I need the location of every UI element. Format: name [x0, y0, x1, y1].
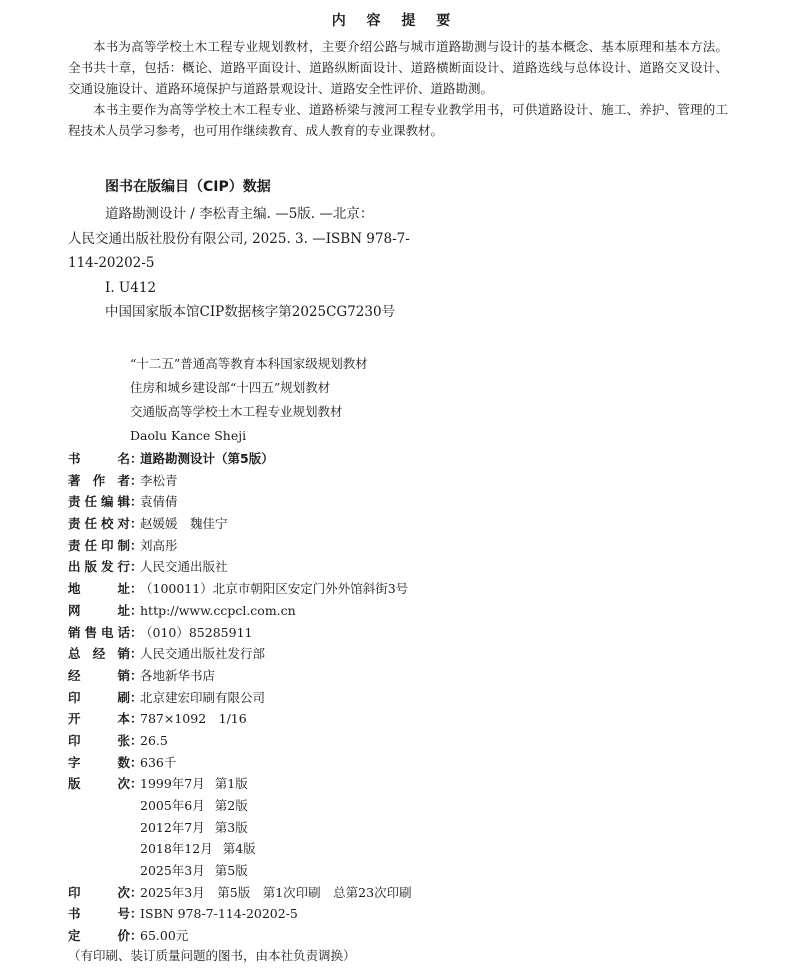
edition-entry: 2012年7月 第3版 [140, 819, 248, 835]
cip-line-3: 114-20202-5 [68, 255, 155, 271]
edition-entry: 2018年12月 第4版 [140, 841, 256, 857]
info-label: 地址 [68, 581, 130, 597]
series-pinyin-title: Daolu Kance Sheji [130, 428, 247, 443]
info-value: ISBN 978-7-114-20202-5 [140, 906, 298, 922]
info-row-website: 网址 ： http://www.ccpcl.com.cn [68, 600, 748, 622]
info-row-retailer: 经销 ： 各地新华书店 [68, 665, 748, 687]
info-row-printing: 印次 ： 2025年3月 第5版 第1次印刷 总第23次印刷 [68, 882, 748, 904]
info-value: （100011）北京市朝阳区安定门外外馆斜街3号 [140, 581, 409, 597]
info-row-distributor: 总经销 ： 人民交通出版社发行部 [68, 643, 748, 665]
info-value: 赵媛媛 魏佳宁 [140, 516, 228, 532]
cip-data [68, 202, 488, 325]
info-value: 26.5 [140, 732, 168, 748]
info-row-printer: 印刷 ： 北京建宏印刷有限公司 [68, 687, 748, 709]
info-label: 出版发行 [68, 559, 130, 575]
info-row-proofreader: 责任校对 ： 赵媛媛 魏佳宁 [68, 513, 748, 535]
info-label: 销售电话 [68, 624, 130, 640]
summary-paragraph-1: 本书为高等学校土木工程专业规划教材，主要介绍公路与城市道路勘测与设计的基本概念、基本原理和基本方法。全书共十章，包括：概论、道路平面设计、道路纵断面设计、道路横断面设计、道路选线与总体设计、道路交叉设计、交通设施设计、道路环境保护与道路景观设计、道路安全性评价、道路勘测。 [68, 39, 728, 96]
edition-entry: 1999年7月 第1版 [140, 776, 248, 792]
cip-line-5: 中国国家版本馆CIP数据核字第2025CG7230号 [105, 304, 396, 320]
info-label: 定价 [68, 928, 130, 944]
website-link[interactable]: http://www.ccpcl.com.cn [140, 602, 296, 618]
info-value: 636千 [140, 754, 177, 770]
info-label: 责任印制 [68, 537, 130, 553]
info-label: 经销 [68, 667, 130, 683]
info-value: 787×1092 1/16 [140, 711, 247, 727]
info-value: 人民交通出版社发行部 [140, 646, 266, 662]
quality-note: （有印刷、装订质量问题的图书，由本社负责调换） [68, 948, 356, 963]
info-value: 道路勘测设计（第5版） [140, 451, 274, 466]
info-label: 印刷 [68, 689, 130, 705]
info-value: 刘高彤 [140, 537, 178, 553]
info-value: 袁倩倩 [140, 494, 178, 510]
info-row-editions: 版次 ： 1999年7月 第1版 [68, 773, 748, 795]
publication-info [68, 448, 748, 947]
info-value: 北京建宏印刷有限公司 [140, 689, 266, 705]
summary-body [68, 36, 728, 141]
info-label: 网址 [68, 602, 130, 618]
series-item: 住房和城乡建设部“十四五”规划教材 [130, 380, 331, 395]
info-row-title: 书名 ： 道路勘测设计（第5版） [68, 448, 748, 470]
info-value: 65.00元 [140, 928, 189, 944]
series-item: “十二五”普通高等教育本科国家级规划教材 [130, 356, 368, 371]
info-label: 印次 [68, 884, 130, 900]
info-label: 总经销 [68, 646, 130, 662]
info-row-editor: 责任编辑 ： 袁倩倩 [68, 491, 748, 513]
info-label: 字数 [68, 754, 130, 770]
info-label: 版次 [68, 776, 130, 792]
summary-paragraph-2: 本书主要作为高等学校土木工程专业、道路桥梁与渡河工程专业教学用书，可供道路设计、施工、养护、管理的工程技术人员学习参考，也可用作继续教育、成人教育的专业课教材。 [68, 102, 728, 138]
series-list [130, 352, 368, 448]
info-label: 印张 [68, 732, 130, 748]
info-label: 责任编辑 [68, 494, 130, 510]
series-item: 交通版高等学校土木工程专业规划教材 [130, 404, 343, 419]
info-value: 李松青 [140, 472, 178, 488]
cip-line-2: 人民交通出版社股份有限公司, 2025. 3. —ISBN 978-7- [68, 230, 410, 247]
info-label: 书名 [68, 451, 130, 466]
info-row-word-count: 字数 ： 636千 [68, 752, 748, 774]
info-row-sales-phone: 销售电话 ： （010）85285911 [68, 622, 748, 644]
summary-title: 内 容 提 要 [331, 13, 459, 29]
info-value: 2025年3月 第5版 第1次印刷 总第23次印刷 [140, 884, 412, 900]
info-label: 责任校对 [68, 516, 130, 532]
info-value: 人民交通出版社 [140, 559, 228, 575]
info-row-address: 地址 ： （100011）北京市朝阳区安定门外外馆斜街3号 [68, 578, 748, 600]
edition-entry: 2005年6月 第2版 [140, 798, 248, 813]
info-value: （010）85285911 [140, 624, 253, 640]
cip-line-1: 道路勘测设计 / 李松青主编. —5版. —北京： [105, 206, 374, 222]
info-row-publisher: 出版发行 ： 人民交通出版社 [68, 556, 748, 578]
cip-heading: 图书在版编目（CIP）数据 [105, 179, 271, 195]
info-row-price: 定价 ： 65.00元 [68, 925, 748, 947]
info-row-print-manager: 责任印制 ： 刘高彤 [68, 535, 748, 557]
info-value: 各地新华书店 [140, 667, 216, 683]
info-row-author: 著作者 ： 李松青 [68, 470, 748, 492]
cip-line-4: Ⅰ. U412 [105, 279, 157, 296]
info-label: 著作者 [68, 472, 130, 488]
info-row-isbn: 书号 ： ISBN 978-7-114-20202-5 [68, 903, 748, 925]
info-row-sheets: 印张 ： 26.5 [68, 730, 748, 752]
info-label: 书号 [68, 906, 130, 922]
info-label: 开本 [68, 711, 130, 727]
edition-entry: 2025年3月 第5版 [140, 863, 248, 879]
info-row-format: 开本 ： 787×1092 1/16 [68, 708, 748, 730]
